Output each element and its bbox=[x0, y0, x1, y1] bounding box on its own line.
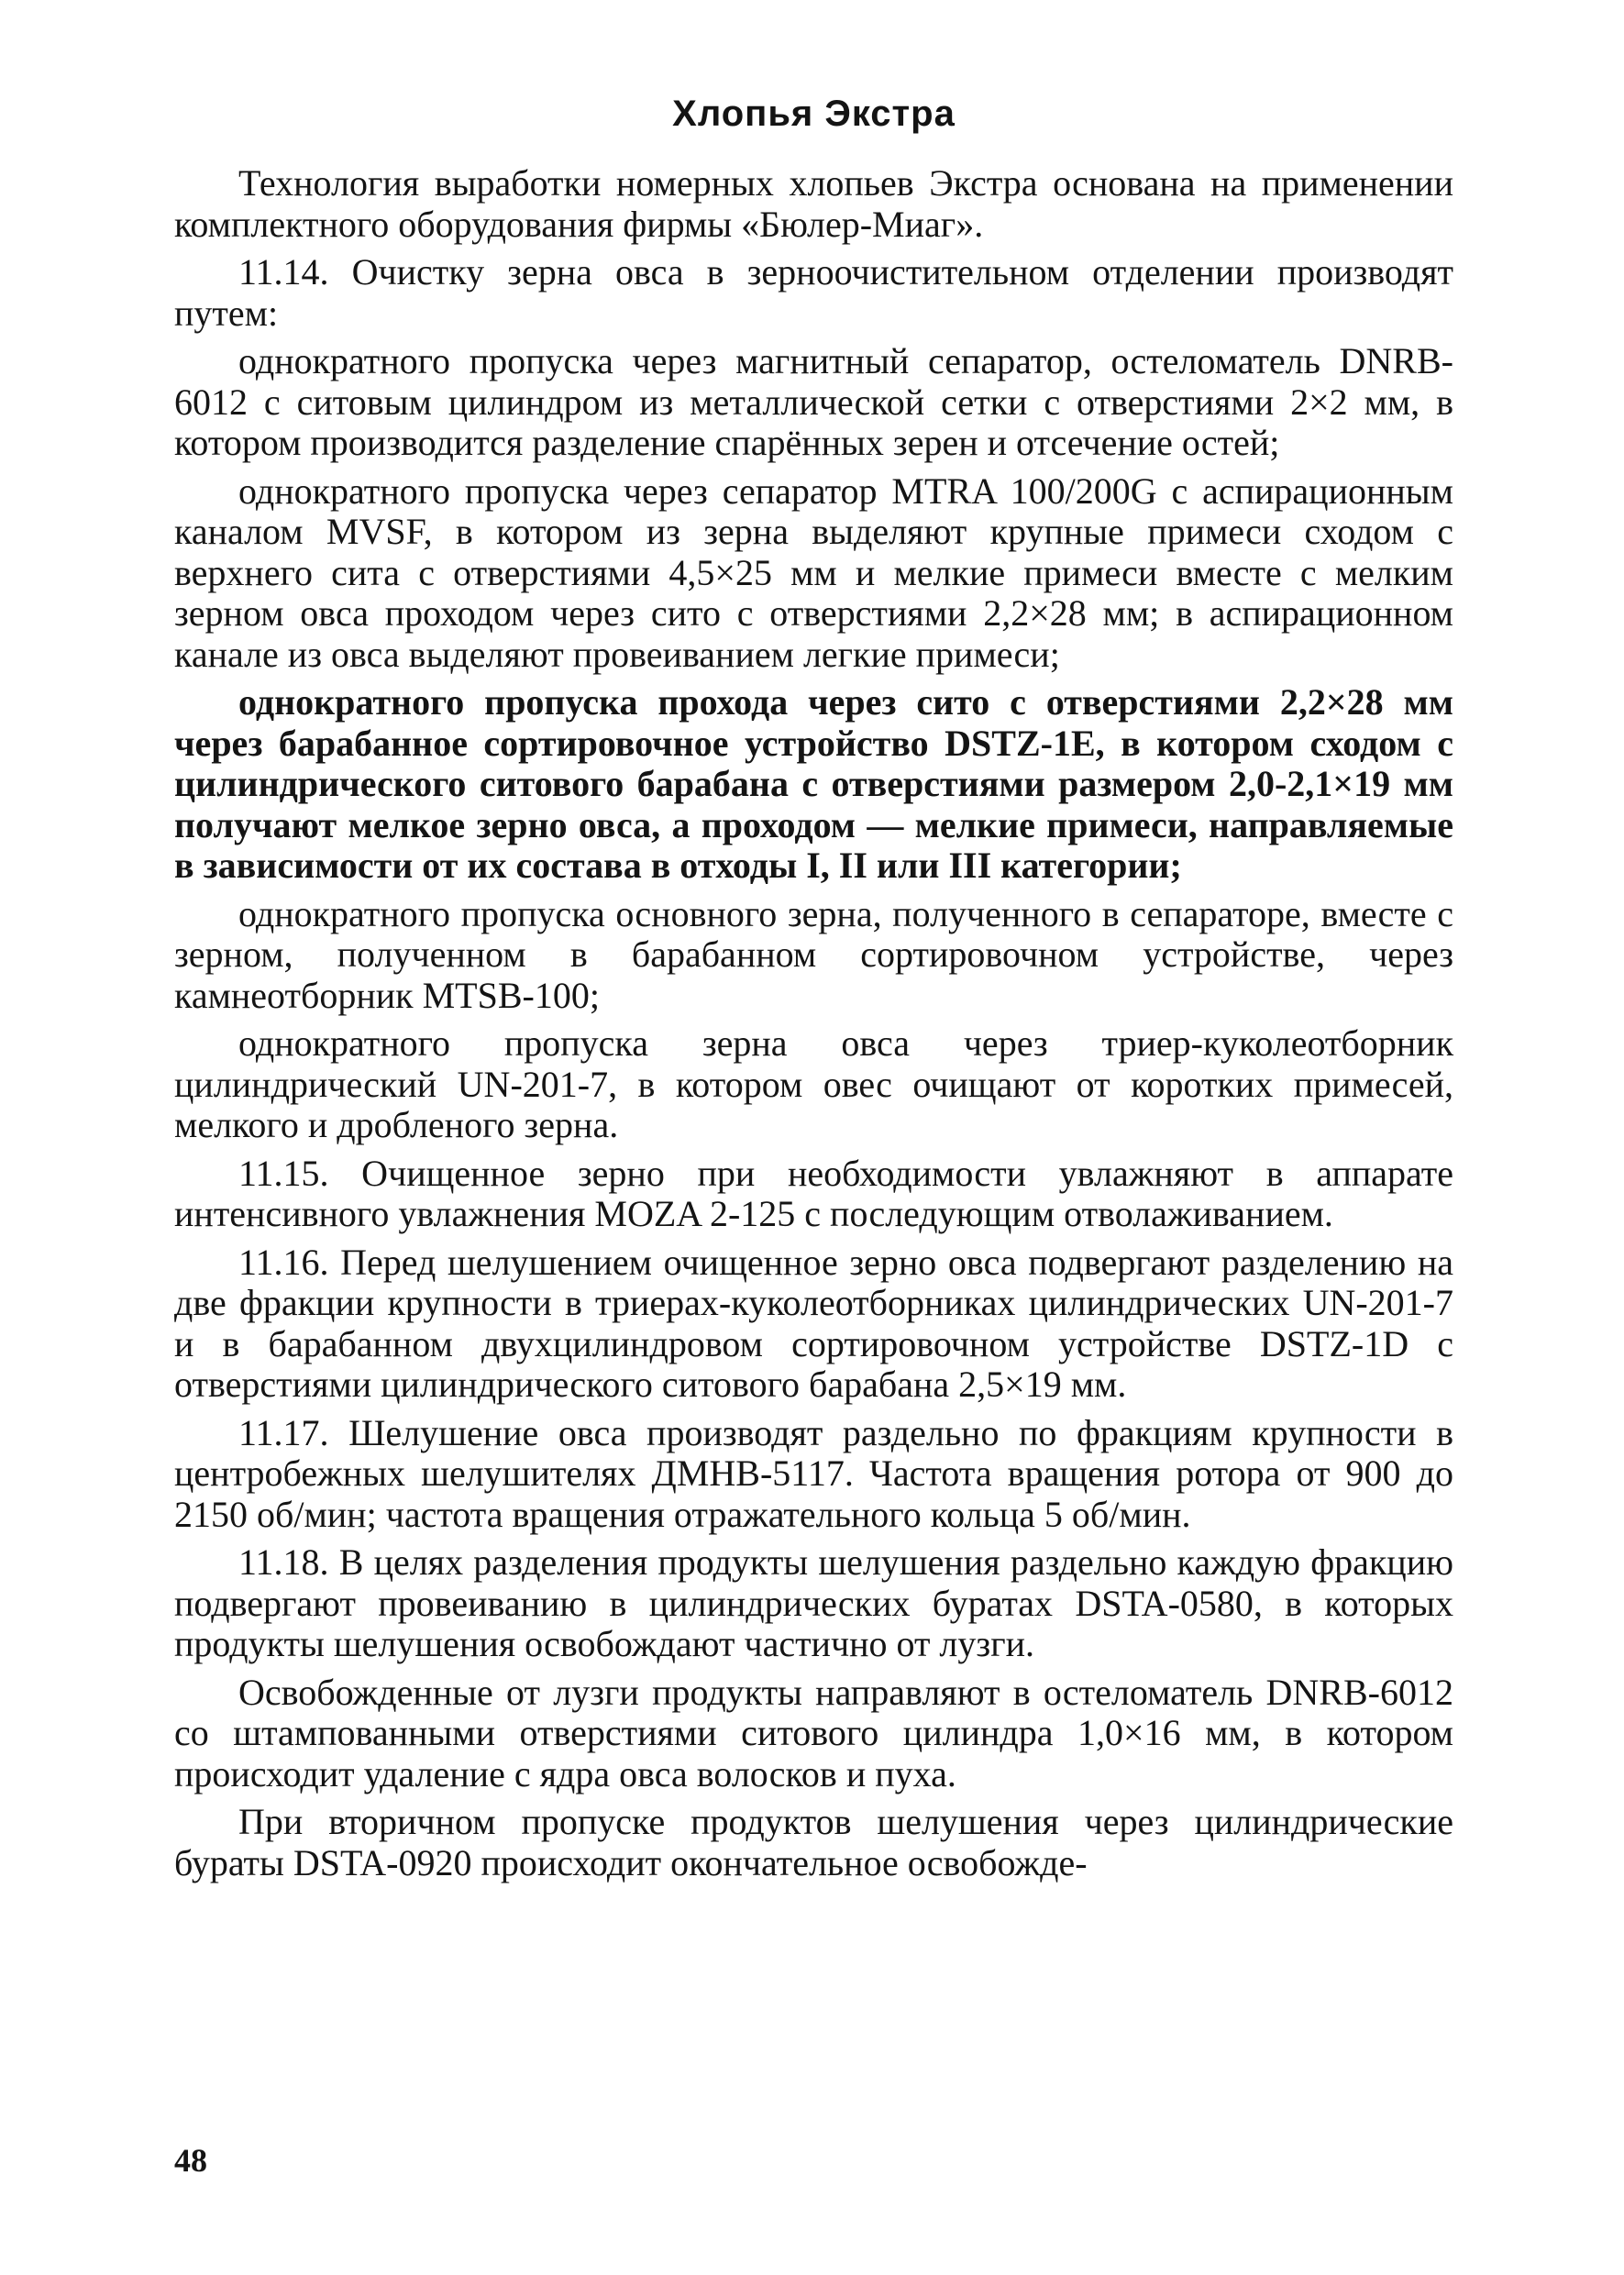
paragraph-secondary-pass: При вторичном пропуске продуктов шелушения через цилиндрические бураты DSTA-0920 происходит окончательное освобожде- bbox=[174, 1801, 1453, 1883]
paragraph-husk-removal: Освобожденные от лузги продукты направляют в остеломатель DNRB-6012 со штампованными отверстиями ситового цилиндра 1,0×16 мм, в котором происходит удаление с ядра овса волосков и пуха. bbox=[174, 1671, 1453, 1795]
page-number: 48 bbox=[174, 2142, 207, 2179]
paragraph-11-18: 11.18. В целях разделения продукты шелушения раздельно каждую фракцию подвергают провеиванию в цилиндрических буратах DSTA-0580, в которых продукты шелушения освобождают частично от лузги. bbox=[174, 1541, 1453, 1664]
paragraph-trieur: однократного пропуска зерна овса через триер-куколеотборник цилиндрический UN-201-7, в котором овес очищают от коротких примесей, мелкого и дробленого зерна. bbox=[174, 1022, 1453, 1145]
section-title: Хлопья Экстра bbox=[672, 94, 956, 134]
paragraph-stone-separator: однократного пропуска основного зерна, полученного в сепараторе, вместе с зерном, полученном в барабанном сортировочном устройстве, через камнеотборник MTSB-100; bbox=[174, 892, 1453, 1016]
paragraph-11-16: 11.16. Перед шелушением очищенное зерно овса подвергают разделению на две фракции крупности в триерах-куколеотборниках цилиндрических UN-201-7 и в барабанном двухцилиндровом сортировочном устройстве DSTZ-1D с отверстиями цилиндрического ситового барабана 2,5×19 мм. bbox=[174, 1241, 1453, 1405]
paragraph-11-15: 11.15. Очищенное зерно при необходимости увлажняют в аппарате интенсивного увлажнения MOZA 2-125 с последующим отволаживанием. bbox=[174, 1152, 1453, 1234]
paragraph-drum-sorter: однократного пропуска прохода через сито с отверстиями 2,2×28 мм через барабанное сортировочное устройство DSTZ-1E, в котором сходом с цилиндрического ситового барабана с отверстиями размером 2,0-2,1×19 мм получают мелкое зерно овса, а проходом — мелкие примеси, направляемые в зависимости от их состава в отходы I, II или III категории; bbox=[174, 681, 1453, 886]
paragraph-11-17: 11.17. Шелушение овса производят раздельно по фракциям крупности в центробежных шелушителях ДМНВ-5117. Частота вращения ротора от 900 до 2150 об/мин; частота вращения отражательного кольца 5 об/мин. bbox=[174, 1411, 1453, 1535]
paragraph-magnetic-separator: однократного пропуска через магнитный сепаратор, остеломатель DNRB-6012 с ситовым цилиндром из металлической сетки с отверстиями 2×2 мм, в котором производится разделение спарённых зерен и отсечение остей; bbox=[174, 340, 1453, 463]
paragraph-intro: Технология выработки номерных хлопьев Экстра основана на применении комплектного оборудования фирмы «Бюлер-Миаг». bbox=[174, 162, 1453, 245]
paragraph-mtra-separator: однократного пропуска через сепаратор MTRA 100/200G с аспирационным каналом MVSF, в котором из зерна выделяют крупные примеси сходом с верхнего сита с отверстиями 4,5×25 мм и мелкие примеси вместе с мелким зерном овса проходом через сито с отверстиями 2,2×28 мм; в аспирационном канале из овса выделяют провеиванием легкие примеси; bbox=[174, 469, 1453, 675]
document-page bbox=[174, 92, 1453, 1891]
paragraph-11-14: 11.14. Очистку зерна овса в зерноочистительном отделении производят путем: bbox=[174, 251, 1453, 334]
